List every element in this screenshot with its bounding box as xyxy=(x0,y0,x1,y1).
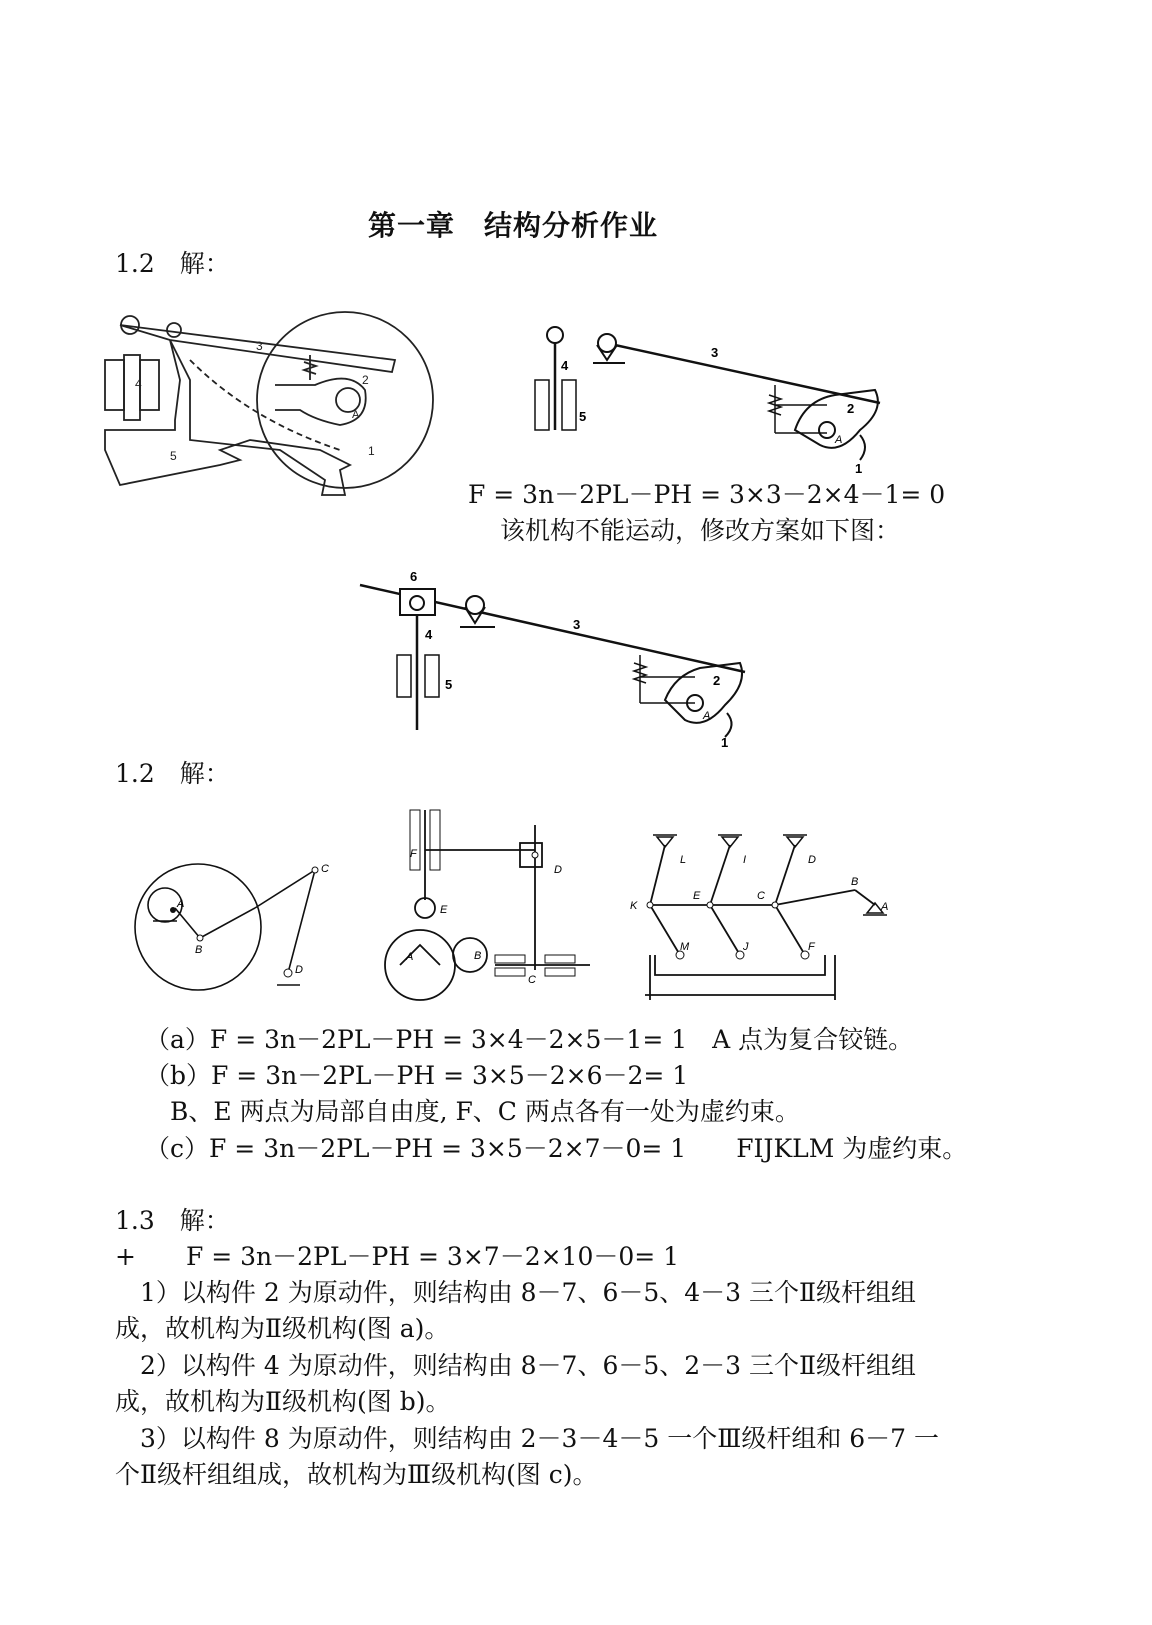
answer-a: （a）F = 3n－2PL－PH = 3×4－2×5－1= 1 A 点为复合铰链。 xyxy=(145,1025,914,1054)
fig2-label-5: 5 xyxy=(579,409,587,424)
fig1-label-3: 3 xyxy=(256,339,263,353)
para-1-line-1: 1）以构件 2 为原动件，则结构由 8－7、6－5、4－3 三个Ⅱ级杆组组 xyxy=(140,1278,917,1307)
answer-b: （b）F = 3n－2PL－PH = 3×5－2×6－2= 1 xyxy=(145,1061,689,1090)
figure-b xyxy=(380,805,600,1005)
fig-c-label-f: E xyxy=(693,890,701,902)
fig-b-label-a: A xyxy=(406,951,414,963)
para-2-line-1: 2）以构件 4 为原动件，则结构由 8－7、6－5、2－3 三个Ⅱ级杆组组 xyxy=(140,1351,917,1380)
answer-b-note: B、E 两点为局部自由度, F、C 两点各有一处为虚约束。 xyxy=(170,1097,800,1126)
fig-b-label-d: D xyxy=(554,864,562,876)
fig2-label-1: 1 xyxy=(855,461,863,475)
section-heading-1-2-first: 1.2 解： xyxy=(115,249,230,278)
fig2-label-4: 4 xyxy=(561,358,569,373)
note-modification: 该机构不能运动，修改方案如下图： xyxy=(500,516,901,545)
para-3-line-1: 3）以构件 8 为原动件，则结构由 2－3－4－5 一个Ⅲ级杆组和 6－7 一 xyxy=(140,1424,940,1453)
fig1-label-a: A xyxy=(352,409,360,421)
fig-c-label-j: J xyxy=(743,941,749,953)
para-1-line-2: 成，故机构为Ⅱ级机构(图 a)。 xyxy=(115,1314,450,1343)
fig-b-label-b: B xyxy=(474,950,482,962)
fig1-label-4: 4 xyxy=(135,377,142,391)
fig3-label-1: 1 xyxy=(721,735,729,750)
para-3-line-2: 个Ⅱ级杆组组成，故机构为Ⅲ级机构(图 c)。 xyxy=(115,1460,598,1489)
press-mechanism-figure xyxy=(100,300,440,500)
section-heading-1-2-second: 1.2 解： xyxy=(115,759,230,788)
fig-c-label-l: L xyxy=(680,854,687,866)
fig-b-label-e: E xyxy=(440,904,448,916)
para-2-line-2: 成，故机构为Ⅱ级机构(图 b)。 xyxy=(115,1387,451,1416)
kinematic-diagram-figure xyxy=(525,315,895,475)
answer-c: （c）F = 3n－2PL－PH = 3×5－2×7－0= 1 FIJKLM 为虚约束。 xyxy=(145,1134,968,1163)
fig-a-label-d: D xyxy=(295,964,303,976)
fig-c-label-e: F xyxy=(808,941,815,953)
formula-1-2-first: F = 3n－2PL－PH = 3×3－2×4－1= 0 xyxy=(468,480,946,509)
fig2-label-3: 3 xyxy=(711,345,719,360)
fig-c-label-m: M xyxy=(680,941,690,953)
fig1-label-1: 1 xyxy=(368,444,375,458)
fig-a-label-c: C xyxy=(321,863,329,875)
section-heading-1-3: 1.3 解： xyxy=(115,1206,230,1235)
fig1-label-5: 5 xyxy=(170,449,177,463)
fig-a-label-a: A xyxy=(177,898,185,910)
fig-c-label-i: I xyxy=(743,854,747,866)
fig3-label-2: 2 xyxy=(713,673,721,688)
fig2-label-a: A xyxy=(835,434,843,446)
fig3-label-4: 4 xyxy=(425,627,433,642)
fig3-label-3: 3 xyxy=(573,617,581,632)
modified-mechanism-figure xyxy=(355,565,755,755)
fig3-label-6: 6 xyxy=(410,569,418,584)
figure-a xyxy=(125,835,355,1005)
page-title: 第一章 结构分析作业 xyxy=(368,209,659,242)
fig-c-label-c: C xyxy=(757,890,765,902)
fig3-label-5: 5 xyxy=(445,677,453,692)
fig3-label-a: A xyxy=(703,710,711,722)
figure-c xyxy=(625,805,895,1005)
formula-1-3: + F = 3n－2PL－PH = 3×7－2×10－0= 1 xyxy=(115,1242,680,1271)
fig-c-label-k: K xyxy=(630,900,638,912)
fig-a-label-b: B xyxy=(195,944,203,956)
fig-b-label-c: C xyxy=(528,974,536,986)
fig-c-label-d: D xyxy=(808,854,816,866)
fig2-label-2: 2 xyxy=(847,401,855,416)
fig-c-label-b: B xyxy=(851,876,859,888)
fig-c-label-a: A xyxy=(881,901,889,913)
fig1-label-2: 2 xyxy=(362,373,369,387)
fig-b-label-f: F xyxy=(410,848,417,860)
